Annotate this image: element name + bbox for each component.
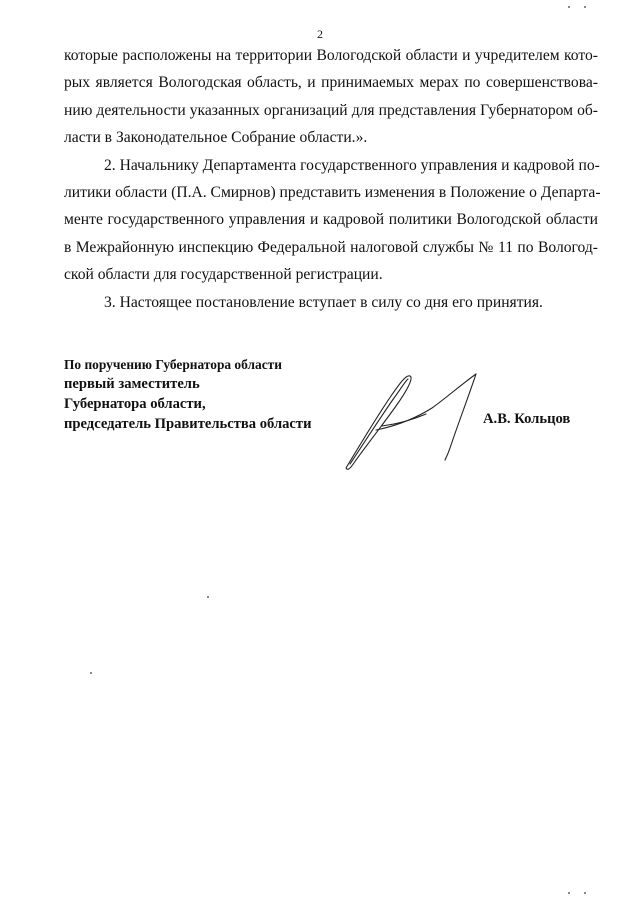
handwritten-signature — [336, 368, 486, 476]
scan-speck — [568, 6, 570, 8]
paragraph-line: в Межрайонную инспекцию Федеральной налоговой службы № 11 по Вологод- — [64, 238, 598, 256]
paragraph-line: литики области (П.А. Смирнов) представить изменения в Положение о Департа- — [64, 184, 601, 202]
paragraph-1 — [64, 42, 598, 152]
paragraph-line: нию деятельности указанных организаций для представления Губернатором об- — [64, 101, 598, 119]
scan-speck — [207, 596, 209, 598]
paragraph-line: рых является Вологодская область, и принимаемых мерах по совершенствова- — [64, 74, 598, 92]
paragraph-2 — [64, 152, 601, 289]
paragraph-3 — [64, 289, 598, 316]
scan-speck — [584, 892, 586, 894]
page-number: 2 — [317, 27, 323, 41]
signature-position-line: Губернатора области, — [64, 396, 206, 412]
signer-name: А.В. Кольцов — [483, 411, 571, 427]
paragraph-line: ласти в Законодательное Собрание области.». — [64, 129, 368, 147]
paragraph-line: ской области для государственной регистрации. — [64, 266, 383, 284]
paragraph-line: менте государственного управления и кадровой политики Вологодской области — [64, 211, 598, 229]
scan-speck — [90, 672, 92, 674]
scan-speck — [568, 892, 570, 894]
document-body — [64, 42, 601, 316]
paragraph-line: 2. Начальнику Департамента государственного управления и кадровой по- — [104, 156, 600, 174]
signature-authority-line: По поручению Губернатора области — [64, 357, 282, 372]
paragraph-line: которые расположены на территории Вологодской области и учредителем кото- — [64, 47, 598, 64]
paragraph-line: 3. Настоящее постановление вступает в силу со дня его принятия. — [104, 293, 543, 311]
signature-block — [64, 355, 311, 434]
signature-position-line: председатель Правительства области — [64, 416, 312, 432]
signature-position-line: первый заместитель — [64, 376, 200, 392]
scan-speck — [584, 6, 586, 8]
